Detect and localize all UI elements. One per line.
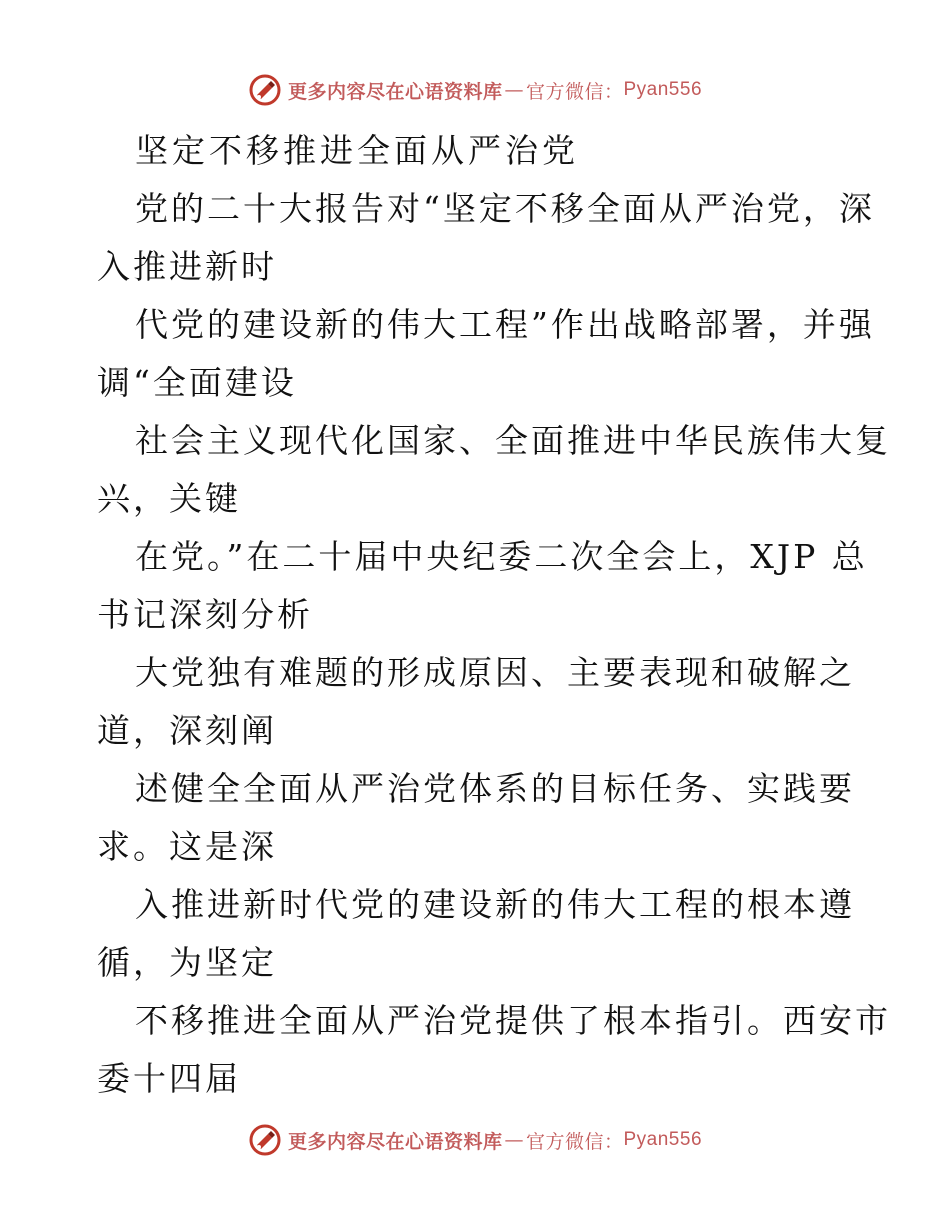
paragraph-line: 循，为坚定 xyxy=(97,943,277,982)
watermark-promo-text: 更多内容尽在心语资料库 xyxy=(287,80,503,103)
watermark-promo-text: 更多内容尽在心语资料库 xyxy=(287,1130,503,1153)
paragraph-line: 兴，关键 xyxy=(97,479,241,518)
paragraph-line: 书记深刻分析 xyxy=(97,595,313,634)
paragraph-line: 入推进新时 xyxy=(97,247,277,286)
paragraph-line: 求。这是深 xyxy=(97,827,277,866)
paragraph-line: 不移推进全面从严治党提供了根本指引。西安市 xyxy=(135,1001,891,1040)
watermark-wechat-id: Pyan556 xyxy=(623,1129,703,1150)
logo-icon xyxy=(248,73,282,107)
paragraph-line: 入推进新时代党的建设新的伟大工程的根本遵 xyxy=(135,885,855,924)
paragraph-line: 调“全面建设 xyxy=(97,363,297,402)
watermark-separator: — xyxy=(504,79,524,101)
logo-icon xyxy=(248,1123,282,1157)
paragraph-line: 在党。”在二十届中央纪委二次全会上，XJP 总 xyxy=(135,537,868,576)
paragraph-line: 委十四届 xyxy=(97,1059,241,1098)
paragraph-line: 述健全全面从严治党体系的目标任务、实践要 xyxy=(135,769,855,808)
paragraph-line: 道，深刻阐 xyxy=(97,711,277,750)
paragraph-line: 代党的建设新的伟大工程”作出战略部署，并强 xyxy=(135,305,875,344)
document-body xyxy=(97,122,891,1108)
watermark-separator: — xyxy=(504,1129,524,1151)
paragraph-line: 社会主义现代化国家、全面推进中华民族伟大复 xyxy=(135,421,891,460)
watermark-wechat-label: 官方微信： xyxy=(525,80,624,103)
header-watermark-banner xyxy=(0,70,950,110)
watermark-wechat-id: Pyan556 xyxy=(623,79,703,100)
footer-watermark-banner xyxy=(0,1120,950,1160)
paragraph-line: 党的二十大报告对“坚定不移全面从严治党，深 xyxy=(135,189,875,228)
watermark-wechat-label: 官方微信： xyxy=(525,1130,624,1153)
paragraph-line: 大党独有难题的形成原因、主要表现和破解之 xyxy=(135,653,855,692)
document-title: 坚定不移推进全面从严治党 xyxy=(135,131,579,170)
